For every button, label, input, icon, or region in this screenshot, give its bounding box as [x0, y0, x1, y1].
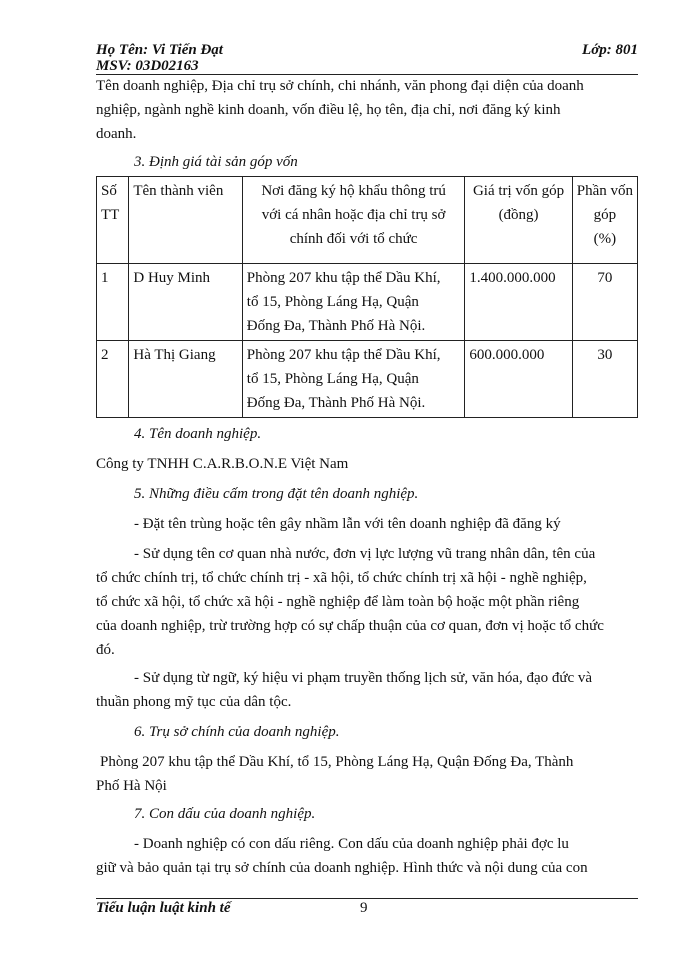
company-name: Công ty TNHH C.A.R.B.O.N.E Việt Nam — [96, 456, 349, 472]
intro-line-2: nghiệp, ngành nghề kinh doanh, vốn điều lệ, họ tên, địa chỉ, nơi đăng ký kinh — [96, 102, 561, 118]
prohibition-2-line-2: tổ chức chính trị, tổ chức chính trị - xã hội, tổ chức chính trị xã hội - nghề nghiệp, — [96, 570, 587, 586]
section-4-title: 4. Tên doanh nghiệp. — [134, 426, 262, 442]
student-id: MSV: 03D02163 — [96, 58, 199, 74]
prohibition-2-line-5: đó. — [96, 642, 115, 658]
prohibition-1: - Đặt tên trùng hoặc tên gây nhầm lẫn với tên doanh nghiệp đã đăng ký — [134, 516, 561, 532]
intro-line-1: Tên doanh nghiệp, Địa chỉ trụ sở chính, chi nhánh, văn phong đại diện của doanh — [96, 78, 584, 94]
row-member: D Huy Minh — [129, 264, 242, 341]
table-row — [97, 341, 638, 418]
row-value: 1.400.000.000 — [465, 264, 572, 341]
prohibition-2-line-1: - Sử dụng tên cơ quan nhà nước, đơn vị lực lượng vũ trang nhân dân, tên của — [134, 546, 596, 562]
section-6-title: 6. Trụ sở chính của doanh nghiệp. — [134, 724, 340, 740]
section-7-title: 7. Con dấu của doanh nghiệp. — [134, 806, 316, 822]
row-share: 30 — [572, 341, 637, 418]
prohibition-3-line-1: - Sử dụng từ ngữ, ký hiệu vi phạm truyền thống lịch sử, văn hóa, đạo đức và — [134, 670, 593, 686]
footer-rule — [96, 898, 638, 899]
footer-title: Tiểu luận luật kinh tế — [96, 900, 231, 916]
header-no: Số TT — [97, 177, 129, 264]
row-no: 1 — [97, 264, 129, 341]
header-address: Nơi đăng ký hộ khẩu thông trú với cá nhân hoặc địa chỉ trụ sở chính đối với tổ chức — [242, 177, 465, 264]
prohibition-2-line-4: của doanh nghiệp, trừ trường hợp có sự chấp thuận của cơ quan, đơn vị hoặc tổ chức — [96, 618, 604, 634]
table-row — [97, 264, 638, 341]
row-address: Phòng 207 khu tập thể Dầu Khí, tổ 15, Phòng Láng Hạ, Quận Đống Đa, Thành Phố Hà Nội. — [242, 264, 465, 341]
row-member: Hà Thị Giang — [129, 341, 242, 418]
header-member: Tên thành viên — [129, 177, 242, 264]
header-name: Họ Tên: Vi Tiến Đạt — [96, 42, 223, 58]
headquarters-line-2: Phố Hà Nội — [96, 778, 167, 794]
row-no: 2 — [97, 341, 129, 418]
row-value: 600.000.000 — [465, 341, 572, 418]
page-number: 9 — [360, 900, 368, 916]
capital-table — [96, 176, 638, 418]
header-share: Phần vốn góp (%) — [572, 177, 637, 264]
table-header-row — [97, 177, 638, 264]
section-3-title: 3. Định giá tài sản góp vốn — [134, 154, 298, 170]
section-5-title: 5. Những điều cấm trong đặt tên doanh nghiệp. — [134, 486, 419, 502]
headquarters-line-1: Phòng 207 khu tập thể Dầu Khí, tổ 15, Phòng Láng Hạ, Quận Đống Đa, Thành — [100, 754, 574, 770]
seal-line-2: giữ và bảo quản tại trụ sở chính của doanh nghiệp. Hình thức và nội dung của con — [96, 860, 588, 876]
header-value: Giá trị vốn góp (đồng) — [465, 177, 572, 264]
prohibition-2-line-3: tổ chức xã hội, tổ chức xã hội - nghề nghiệp để làm toàn bộ hoặc một phần riêng — [96, 594, 580, 610]
row-address: Phòng 207 khu tập thể Dầu Khí, tổ 15, Phòng Láng Hạ, Quận Đống Đa, Thành Phố Hà Nội. — [242, 341, 465, 418]
seal-line-1: - Doanh nghiệp có con dấu riêng. Con dấu của doanh nghiệp phải đợc lu — [134, 836, 569, 852]
prohibition-3-line-2: thuần phong mỹ tục của dân tộc. — [96, 694, 292, 710]
intro-line-3: doanh. — [96, 126, 137, 142]
header-class: Lớp: 801 — [582, 42, 638, 58]
row-share: 70 — [572, 264, 637, 341]
